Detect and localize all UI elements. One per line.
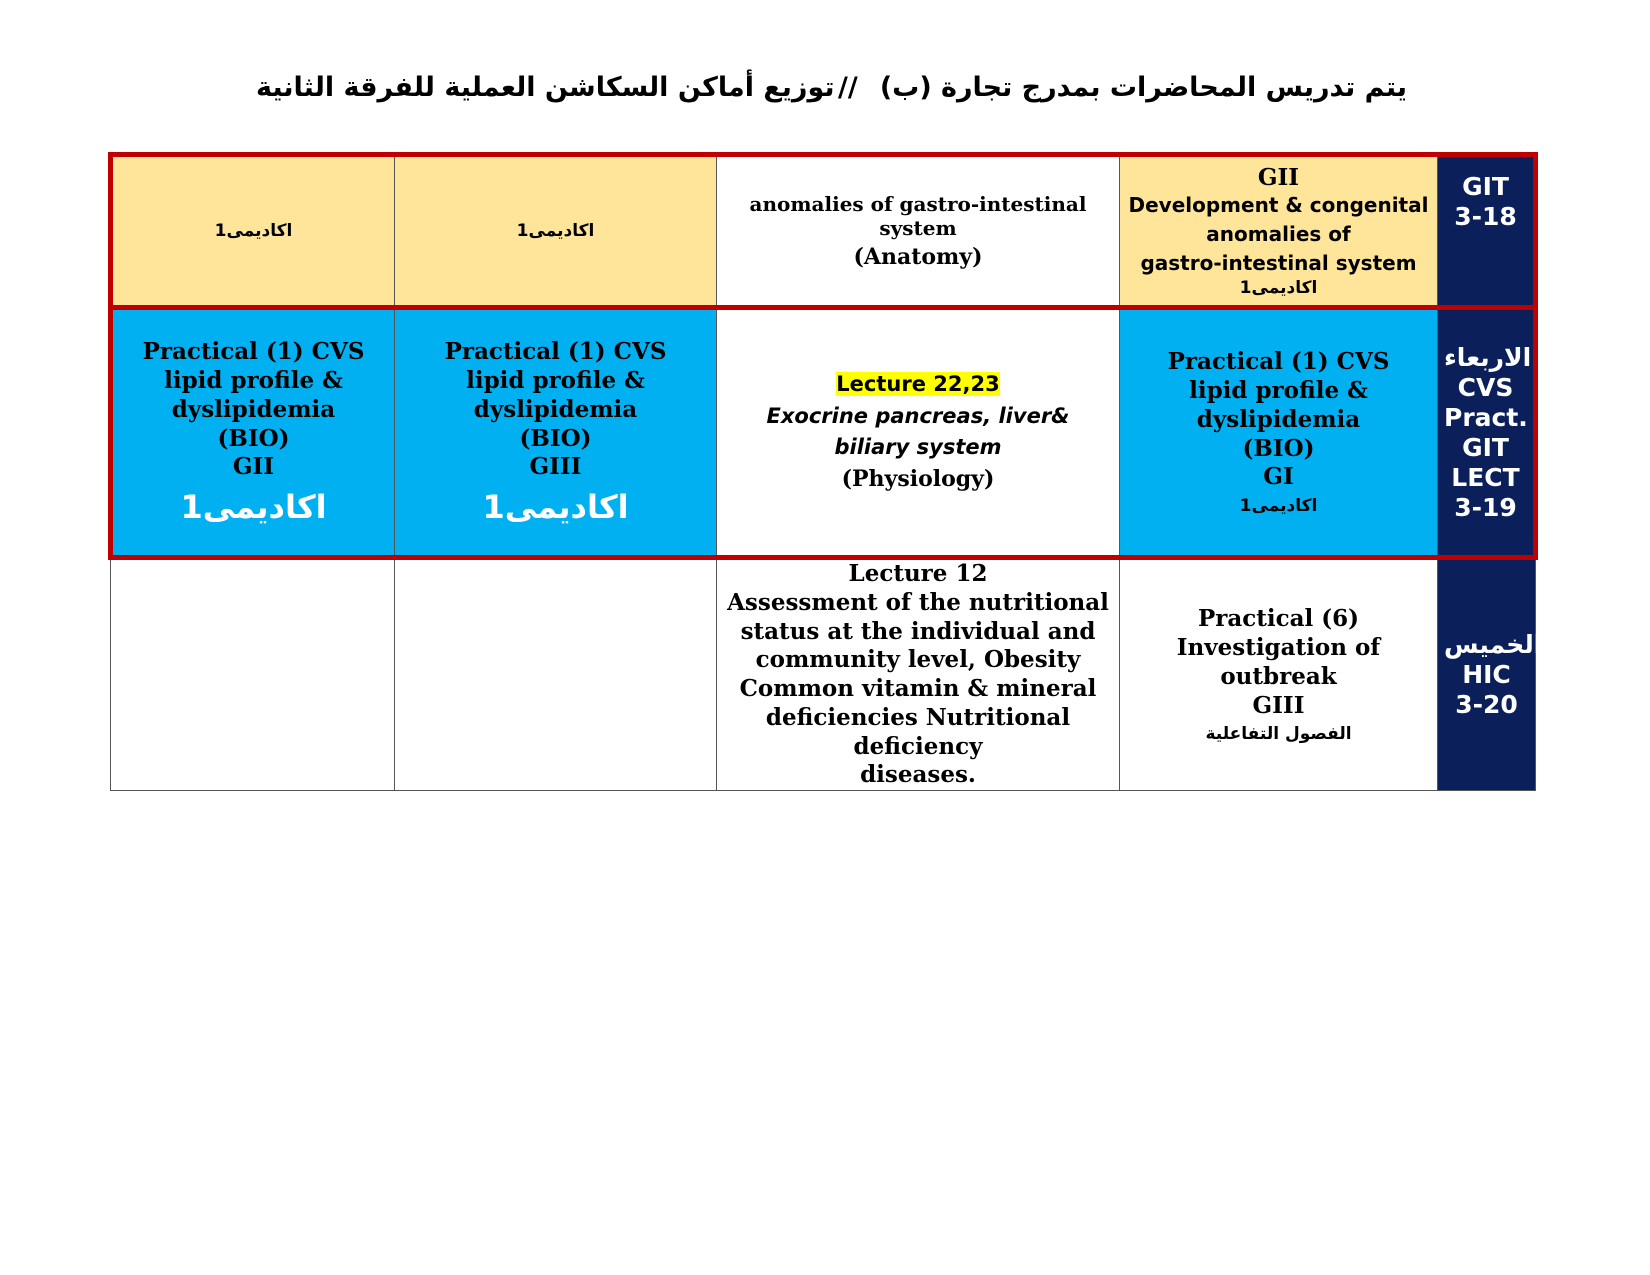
cell-line: (BIO) [519, 424, 592, 452]
cell-r2-col1 [1120, 308, 1438, 558]
day-cell-r2 [1438, 308, 1536, 558]
schedule-row-wednesday-3-19 [111, 308, 1536, 558]
subject-label: (Anatomy) [853, 243, 983, 270]
cell-r2-col4 [111, 308, 395, 558]
cell-line: Practical (1) CVS [444, 338, 667, 366]
day-line: GIT [1462, 172, 1509, 201]
venue-label: اكاديمى1 [1239, 278, 1318, 299]
group-label: GII [1257, 163, 1300, 191]
cell-line: Development & congenital [1128, 193, 1429, 218]
cell-line: Exocrine pancreas, liver& [766, 404, 1070, 429]
cell-line: gastro-intestinal system [1140, 251, 1417, 276]
cell-line: anomalies of gastro-intestinal [749, 191, 1087, 216]
cell-line: biliary system [834, 434, 1002, 459]
cell-r3-col2 [717, 558, 1120, 791]
group-label: GI [1263, 463, 1294, 491]
cell-line: lipid profile & [164, 367, 343, 395]
group-label: GIII [1252, 691, 1305, 719]
day-line: 3-19 [1454, 492, 1517, 522]
cell-line: (BIO) [1242, 434, 1315, 462]
cell-r2-col3 [395, 308, 717, 558]
cell-line: system [879, 215, 957, 240]
cell-line: diseases. [860, 761, 976, 789]
cell-line: dyslipidemia [473, 395, 638, 423]
venue-label: الفصول التفاعلية [1205, 724, 1352, 745]
cell-line: Common vitamin & mineral [739, 675, 1097, 702]
subject-label: (Physiology) [841, 466, 995, 493]
day-cell-r3 [1438, 558, 1543, 791]
venue-label: اكاديمى1 [1239, 496, 1318, 517]
cell-line: anomalies of [1206, 222, 1351, 247]
cell-r2-col2 [717, 308, 1120, 558]
header-separator: // [838, 72, 858, 103]
venue-label: اكاديمى1 [482, 488, 629, 527]
cell-line: (BIO) [217, 424, 290, 452]
lecture-number: Lecture 12 [848, 560, 988, 587]
cell-line: Practical (6) [1197, 605, 1360, 633]
lecture-number-highlight: Lecture 22,23 [836, 372, 1000, 397]
cell-line: dyslipidemia [1196, 405, 1361, 433]
venue-label: اكاديمى1 [180, 488, 327, 527]
cell-r1-col4 [111, 155, 395, 308]
day-line: LECT [1451, 462, 1520, 492]
day-line: HIC [1462, 660, 1511, 689]
group-label: GIII [529, 453, 582, 481]
cell-line: deficiencies Nutritional deficiency [765, 703, 1071, 760]
page-header [0, 72, 1650, 120]
day-line: 3-18 [1454, 202, 1517, 231]
cell-r3-col1 [1120, 558, 1438, 791]
cell-line: Practical (1) CVS [1167, 348, 1390, 376]
cell-r3-col4 [111, 558, 395, 791]
cell-line: dyslipidemia [171, 395, 336, 423]
cell-line: Investigation of outbreak [1176, 634, 1381, 690]
venue-label: اكاديمى1 [516, 220, 595, 241]
cell-line: Assessment of the nutritional [727, 588, 1109, 616]
header-lecture-hall-note: يتم تدريس المحاضرات بمدرج تجارة (ب) [879, 72, 1407, 103]
cell-r1-col2 [717, 155, 1120, 308]
day-line: Pract. [1444, 402, 1528, 432]
cell-line: lipid profile & [1189, 377, 1368, 405]
day-line: GIT [1462, 432, 1509, 462]
cell-line: status at the individual and [740, 617, 1096, 645]
day-line: 3-20 [1455, 690, 1518, 719]
day-line: الخميس [1444, 630, 1543, 659]
cell-r1-col3 [395, 155, 717, 308]
cell-line: community level, Obesity [755, 646, 1081, 674]
day-cell-r1 [1438, 155, 1536, 308]
cell-line: lipid profile & [466, 367, 645, 395]
schedule-row-thursday-3-20 [111, 558, 1536, 791]
cell-r3-col3 [395, 558, 717, 791]
day-line: الاربعاء [1444, 342, 1532, 372]
day-line: CVS [1457, 372, 1514, 402]
schedule-row-git-3-18 [111, 155, 1536, 308]
group-label: GII [232, 453, 275, 481]
header-sections-title: توزيع أماكن السكاشن العملية للفرقة الثانية [256, 72, 835, 103]
schedule-table [108, 152, 1543, 791]
cell-r1-col1 [1120, 155, 1438, 308]
venue-label: اكاديمى1 [214, 220, 293, 241]
cell-line: Practical (1) CVS [142, 338, 365, 366]
